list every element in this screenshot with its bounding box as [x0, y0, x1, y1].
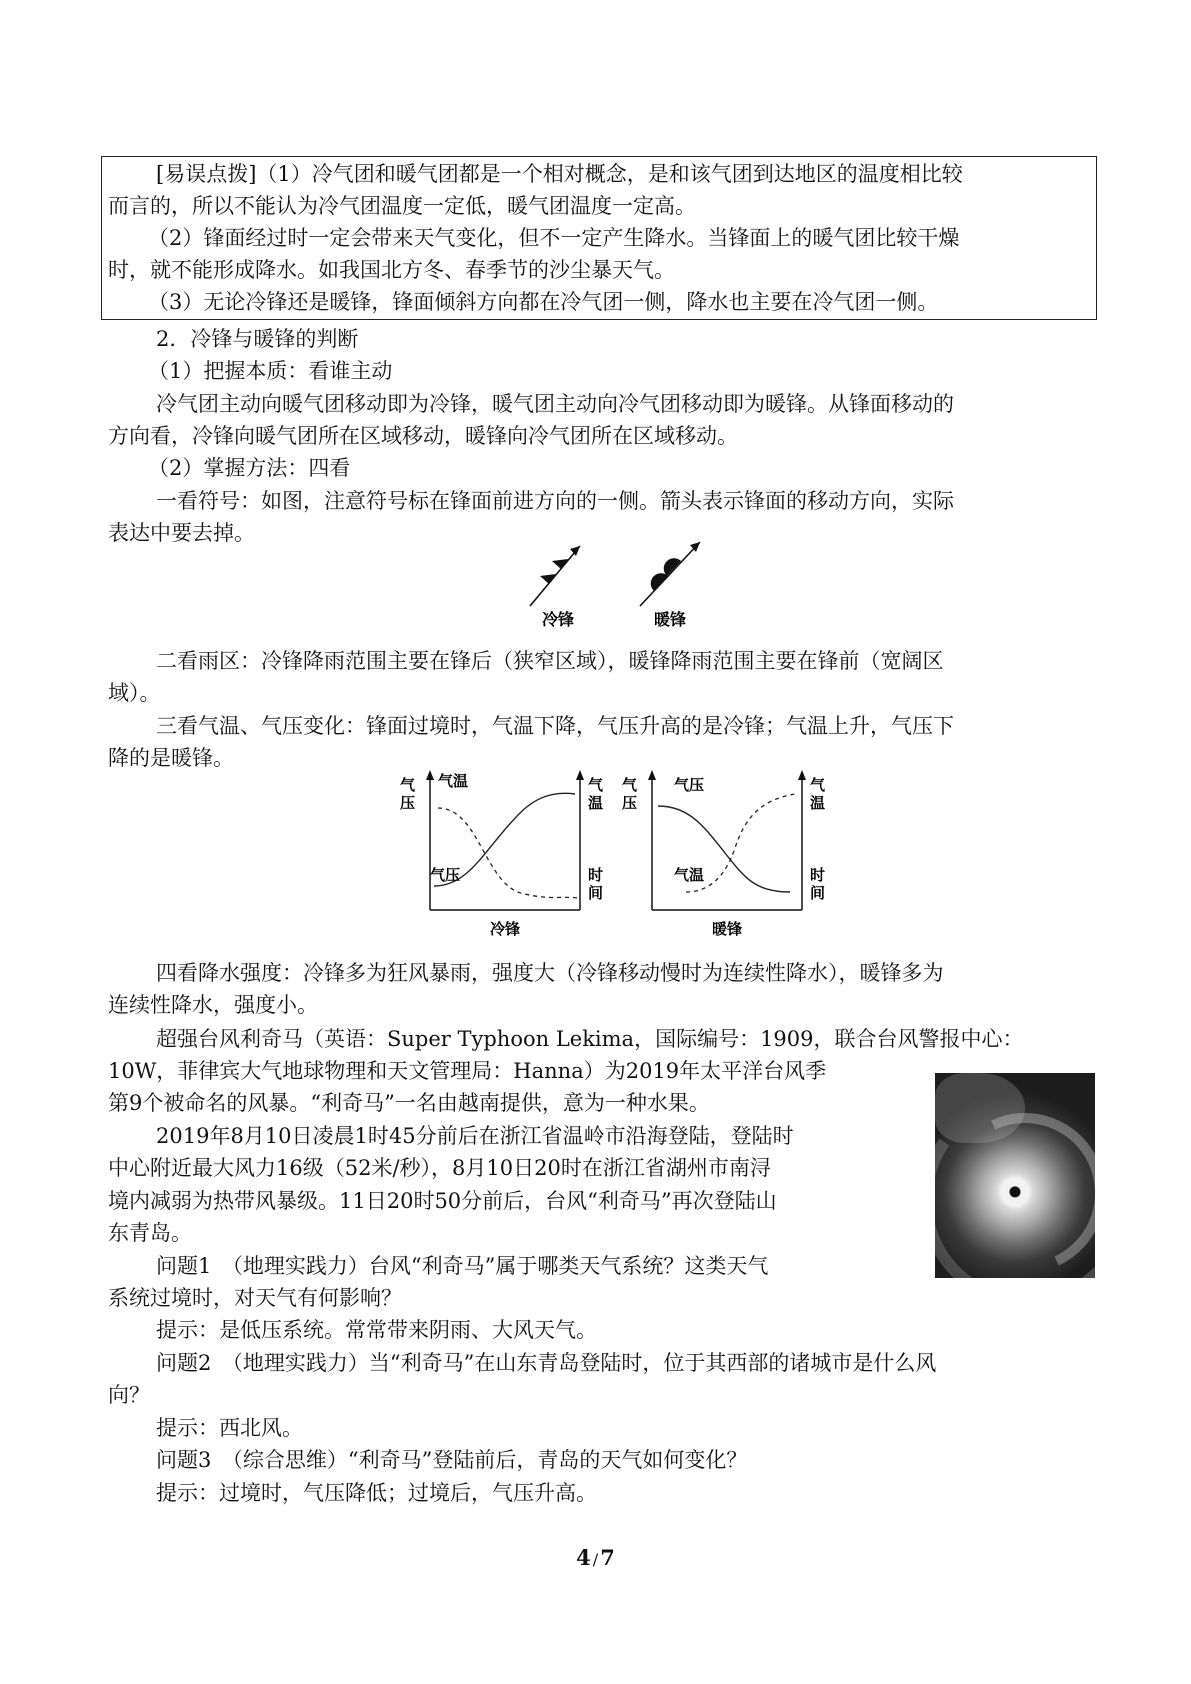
question-1-line-2: 系统过境时，对天气有何影响？	[108, 1286, 402, 1310]
tip-line-1: [易误点拨]（1）冷气团和暖气团都是一个相对概念，是和该气团到达地区的温度相比较	[156, 162, 963, 186]
page-current: 4	[576, 1545, 591, 1570]
sub-heading-2: （2）掌握方法：四看	[148, 456, 351, 480]
front-pressure-temperature-figure	[390, 768, 840, 936]
typhoon-line-3: 第9个被命名的风暴。“利奇马”一名由越南提供，意为一种水果。	[108, 1091, 710, 1115]
look1-line-1: 一看符号：如图，注意符号标在锋面前进方向的一侧。箭头表示锋面的移动方向，实际	[156, 489, 954, 513]
cold-front-panel	[400, 770, 604, 936]
typhoon-line-1: 超强台风利奇马（英语：Super Typhoon Lekima，国际编号：1909，联合台风警报中心：	[156, 1027, 1024, 1051]
warm-dashed-label: 气压	[674, 776, 705, 794]
tip-line-5: （3）无论冷锋还是暖锋，锋面倾斜方向都在冷气团一侧，降水也主要在冷气团一侧。	[148, 290, 939, 314]
question-2-line-1: 问题2 （地理实践力）当“利奇马”在山东青岛登陆时，位于其西部的诸城市是什么风	[156, 1351, 937, 1375]
tip-line-3: （2）锋面经过时一定会带来天气变化，但不一定产生降水。当锋面上的暖气团比较干燥	[148, 226, 960, 250]
answer-1: 提示：是低压系统。常常带来阴雨、大风天气。	[156, 1318, 597, 1342]
typhoon-satellite-image	[935, 1073, 1095, 1278]
typhoon-line-2: 10W，菲律宾大气地球物理和天文管理局：Hanna）为2019年太平洋台风季	[108, 1059, 827, 1083]
question-2-line-2: 向？	[108, 1383, 150, 1407]
cold-x-label-1: 时	[588, 866, 604, 884]
cold-front-symbol	[530, 546, 580, 606]
warm-y-right-1: 气	[810, 776, 826, 794]
typhoon-line-4: 2019年8月10日凌晨1时45分前后在浙江省温岭市沿海登陆，登陆时	[156, 1124, 794, 1148]
question-1-line-1: 问题1 （地理实践力）台风“利奇马”属于哪类天气系统？这类天气	[156, 1254, 769, 1278]
typhoon-line-5: 中心附近最大风力16级（52米/秒），8月10日20时在浙江省湖州市南浔	[108, 1156, 771, 1180]
warm-solid-label: 气温	[674, 866, 705, 884]
look4-line-2: 连续性降水，强度小。	[108, 993, 318, 1017]
warm-y-left-2: 压	[622, 794, 638, 812]
cold-solid-label: 气压	[430, 866, 461, 884]
front-symbol-figure	[520, 536, 720, 628]
look3-line-2: 降的是暖锋。	[108, 746, 234, 770]
warm-x-label-1: 时	[810, 866, 826, 884]
warm-y-right-2: 温	[810, 794, 826, 812]
question-3: 问题3 （综合思维）“利奇马”登陆前后，青岛的天气如何变化？	[156, 1448, 748, 1472]
warm-x-label-2: 间	[810, 884, 826, 902]
cold-dashed-label: 气温	[438, 772, 469, 790]
paragraph-1-line-2: 方向看，冷锋向暖气团所在区域移动，暖锋向冷气团所在区域移动。	[108, 424, 738, 448]
warm-front-panel	[622, 770, 826, 936]
cold-x-label-2: 间	[588, 884, 604, 902]
section-heading: 2．冷锋与暖锋的判断	[156, 327, 359, 351]
look3-line-1: 三看气温、气压变化：锋面过境时，气温下降，气压升高的是冷锋；气温上升，气压下	[156, 714, 954, 738]
warm-front-symbol	[640, 542, 700, 606]
answer-3: 提示：过境时，气压降低；过境后，气压升高。	[156, 1481, 597, 1505]
cold-front-caption: 冷锋	[489, 920, 521, 936]
typhoon-line-7: 东青岛。	[108, 1221, 192, 1245]
look1-line-2: 表达中要去掉。	[108, 521, 255, 545]
look2-line-2: 域）。	[108, 681, 161, 705]
cold-y-left-2: 压	[400, 794, 416, 812]
cold-front-dashed-curve	[438, 808, 578, 898]
page-number	[0, 1545, 1191, 1570]
warm-front-caption: 暖锋	[711, 920, 743, 936]
cold-y-right-1: 气	[588, 776, 604, 794]
page-total: 7	[600, 1545, 615, 1570]
cold-y-right-2: 温	[588, 794, 604, 812]
paragraph-1-line-1: 冷气团主动向暖气团移动即为冷锋，暖气团主动向冷气团移动即为暖锋。从锋面移动的	[156, 392, 954, 416]
answer-2: 提示：西北风。	[156, 1416, 303, 1440]
tip-line-2: 而言的，所以不能认为冷气团温度一定低，暖气团温度一定高。	[108, 194, 696, 218]
sub-heading-1: （1）把握本质：看谁主动	[148, 359, 393, 383]
typhoon-line-6: 境内减弱为热带风暴级。11日20时50分前后，台风“利奇马”再次登陆山	[108, 1189, 777, 1213]
warm-front-label: 暖锋	[653, 610, 687, 628]
look2-line-1: 二看雨区：冷锋降雨范围主要在锋后（狭窄区域），暖锋降雨范围主要在锋前（宽阔区	[156, 649, 944, 673]
tip-line-4: 时，就不能形成降水。如我国北方冬、春季节的沙尘暴天气。	[108, 258, 675, 282]
page-separator: /	[592, 1550, 599, 1569]
look4-line-1: 四看降水强度：冷锋多为狂风暴雨，强度大（冷锋移动慢时为连续性降水），暖锋多为	[156, 961, 944, 985]
cold-front-label: 冷锋	[541, 610, 575, 628]
warm-y-left-1: 气	[622, 776, 638, 794]
cold-y-left-1: 气	[400, 776, 416, 794]
